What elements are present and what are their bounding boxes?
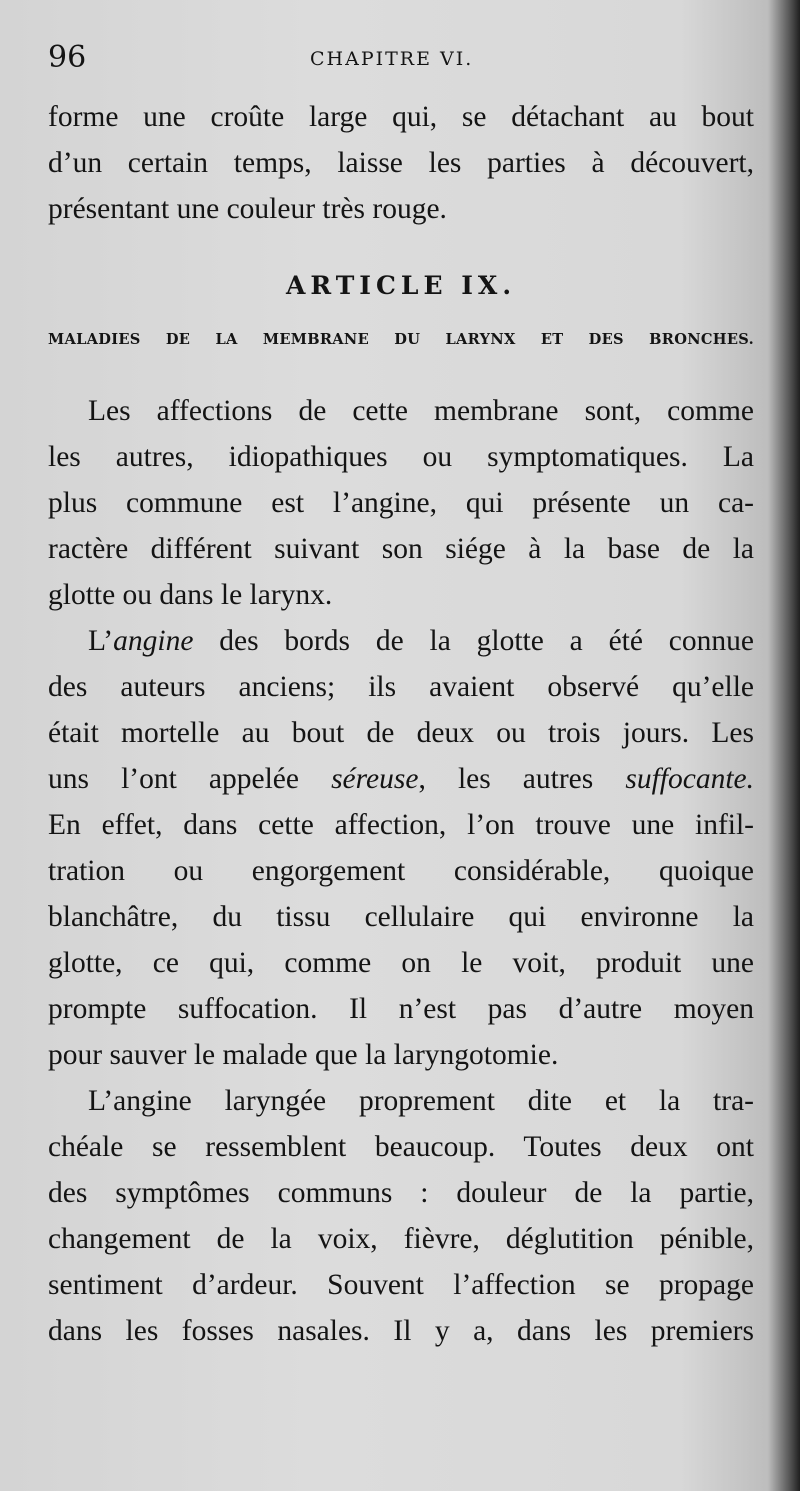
text-line <box>48 756 754 802</box>
text-line: tration ou engorgement considérable, quoique <box>48 855 754 887</box>
article-subheading: MALADIES DE LA MEMBRANE DU LARYNX ET DES BRONCHES. <box>48 331 754 348</box>
text-line: L’angine laryngée proprement dite et la tra- <box>88 1085 754 1117</box>
italic-term: suffocante. <box>625 763 754 795</box>
text-line: glotte, ce qui, comme on le voit, produit une <box>48 947 754 979</box>
text-line: chéale se ressemblent beaucoup. Toutes deux ont <box>48 1131 754 1163</box>
text-fragment: , les autres <box>418 763 626 795</box>
text-line: les autres, idiopathiques ou symptomatiques. La <box>48 441 754 473</box>
text-line: En effet, dans cette affection, l’on trouve une infil- <box>48 809 754 841</box>
text-line: dans les fosses nasales. Il y a, dans les premiers <box>48 1315 754 1347</box>
body-text <box>48 94 754 1354</box>
running-head <box>48 40 748 80</box>
chapter-title: CHAPITRE VI. <box>310 48 474 70</box>
article-heading: ARTICLE IX. <box>285 271 517 300</box>
italic-term: angine <box>113 625 194 657</box>
text-fragment: uns l’ont appelée <box>48 763 332 795</box>
text-line: était mortelle au bout de deux ou trois jours. Les <box>48 717 754 749</box>
text-line: ractère différent suivant son siége à la base de la <box>48 533 754 565</box>
text-line: forme une croûte large qui, se détachant au bout <box>48 101 754 133</box>
text-line: sentiment d’ardeur. Souvent l’affection se propage <box>48 1269 754 1301</box>
text-line: prompte suffocation. Il n’est pas d’autre moyen <box>48 993 754 1025</box>
text-line: glotte ou dans le larynx. <box>48 579 333 611</box>
text-line: plus commune est l’angine, qui présente un ca- <box>48 487 754 519</box>
page-number: 96 <box>48 40 87 75</box>
text-line: Les affections de cette membrane sont, comme <box>88 395 754 427</box>
text-line: présentant une couleur très rouge. <box>48 193 447 225</box>
text-line: changement de la voix, fièvre, déglutition pénible, <box>48 1223 754 1255</box>
text-fragment: L’ <box>88 625 114 657</box>
text-line: blanchâtre, du tissu cellulaire qui environne la <box>48 901 754 933</box>
italic-term: séreuse <box>331 763 419 795</box>
text-line: des auteurs anciens; ils avaient observé qu’elle <box>48 671 754 703</box>
text-line: pour sauver le malade que la laryngotomie. <box>48 1039 559 1071</box>
text-line: des symptômes communs : douleur de la partie, <box>48 1177 754 1209</box>
text-line: d’un certain temps, laisse les parties à découvert, <box>48 147 754 179</box>
text-fragment: des bords de la glotte a été connue <box>193 625 754 657</box>
text-line <box>48 618 754 664</box>
